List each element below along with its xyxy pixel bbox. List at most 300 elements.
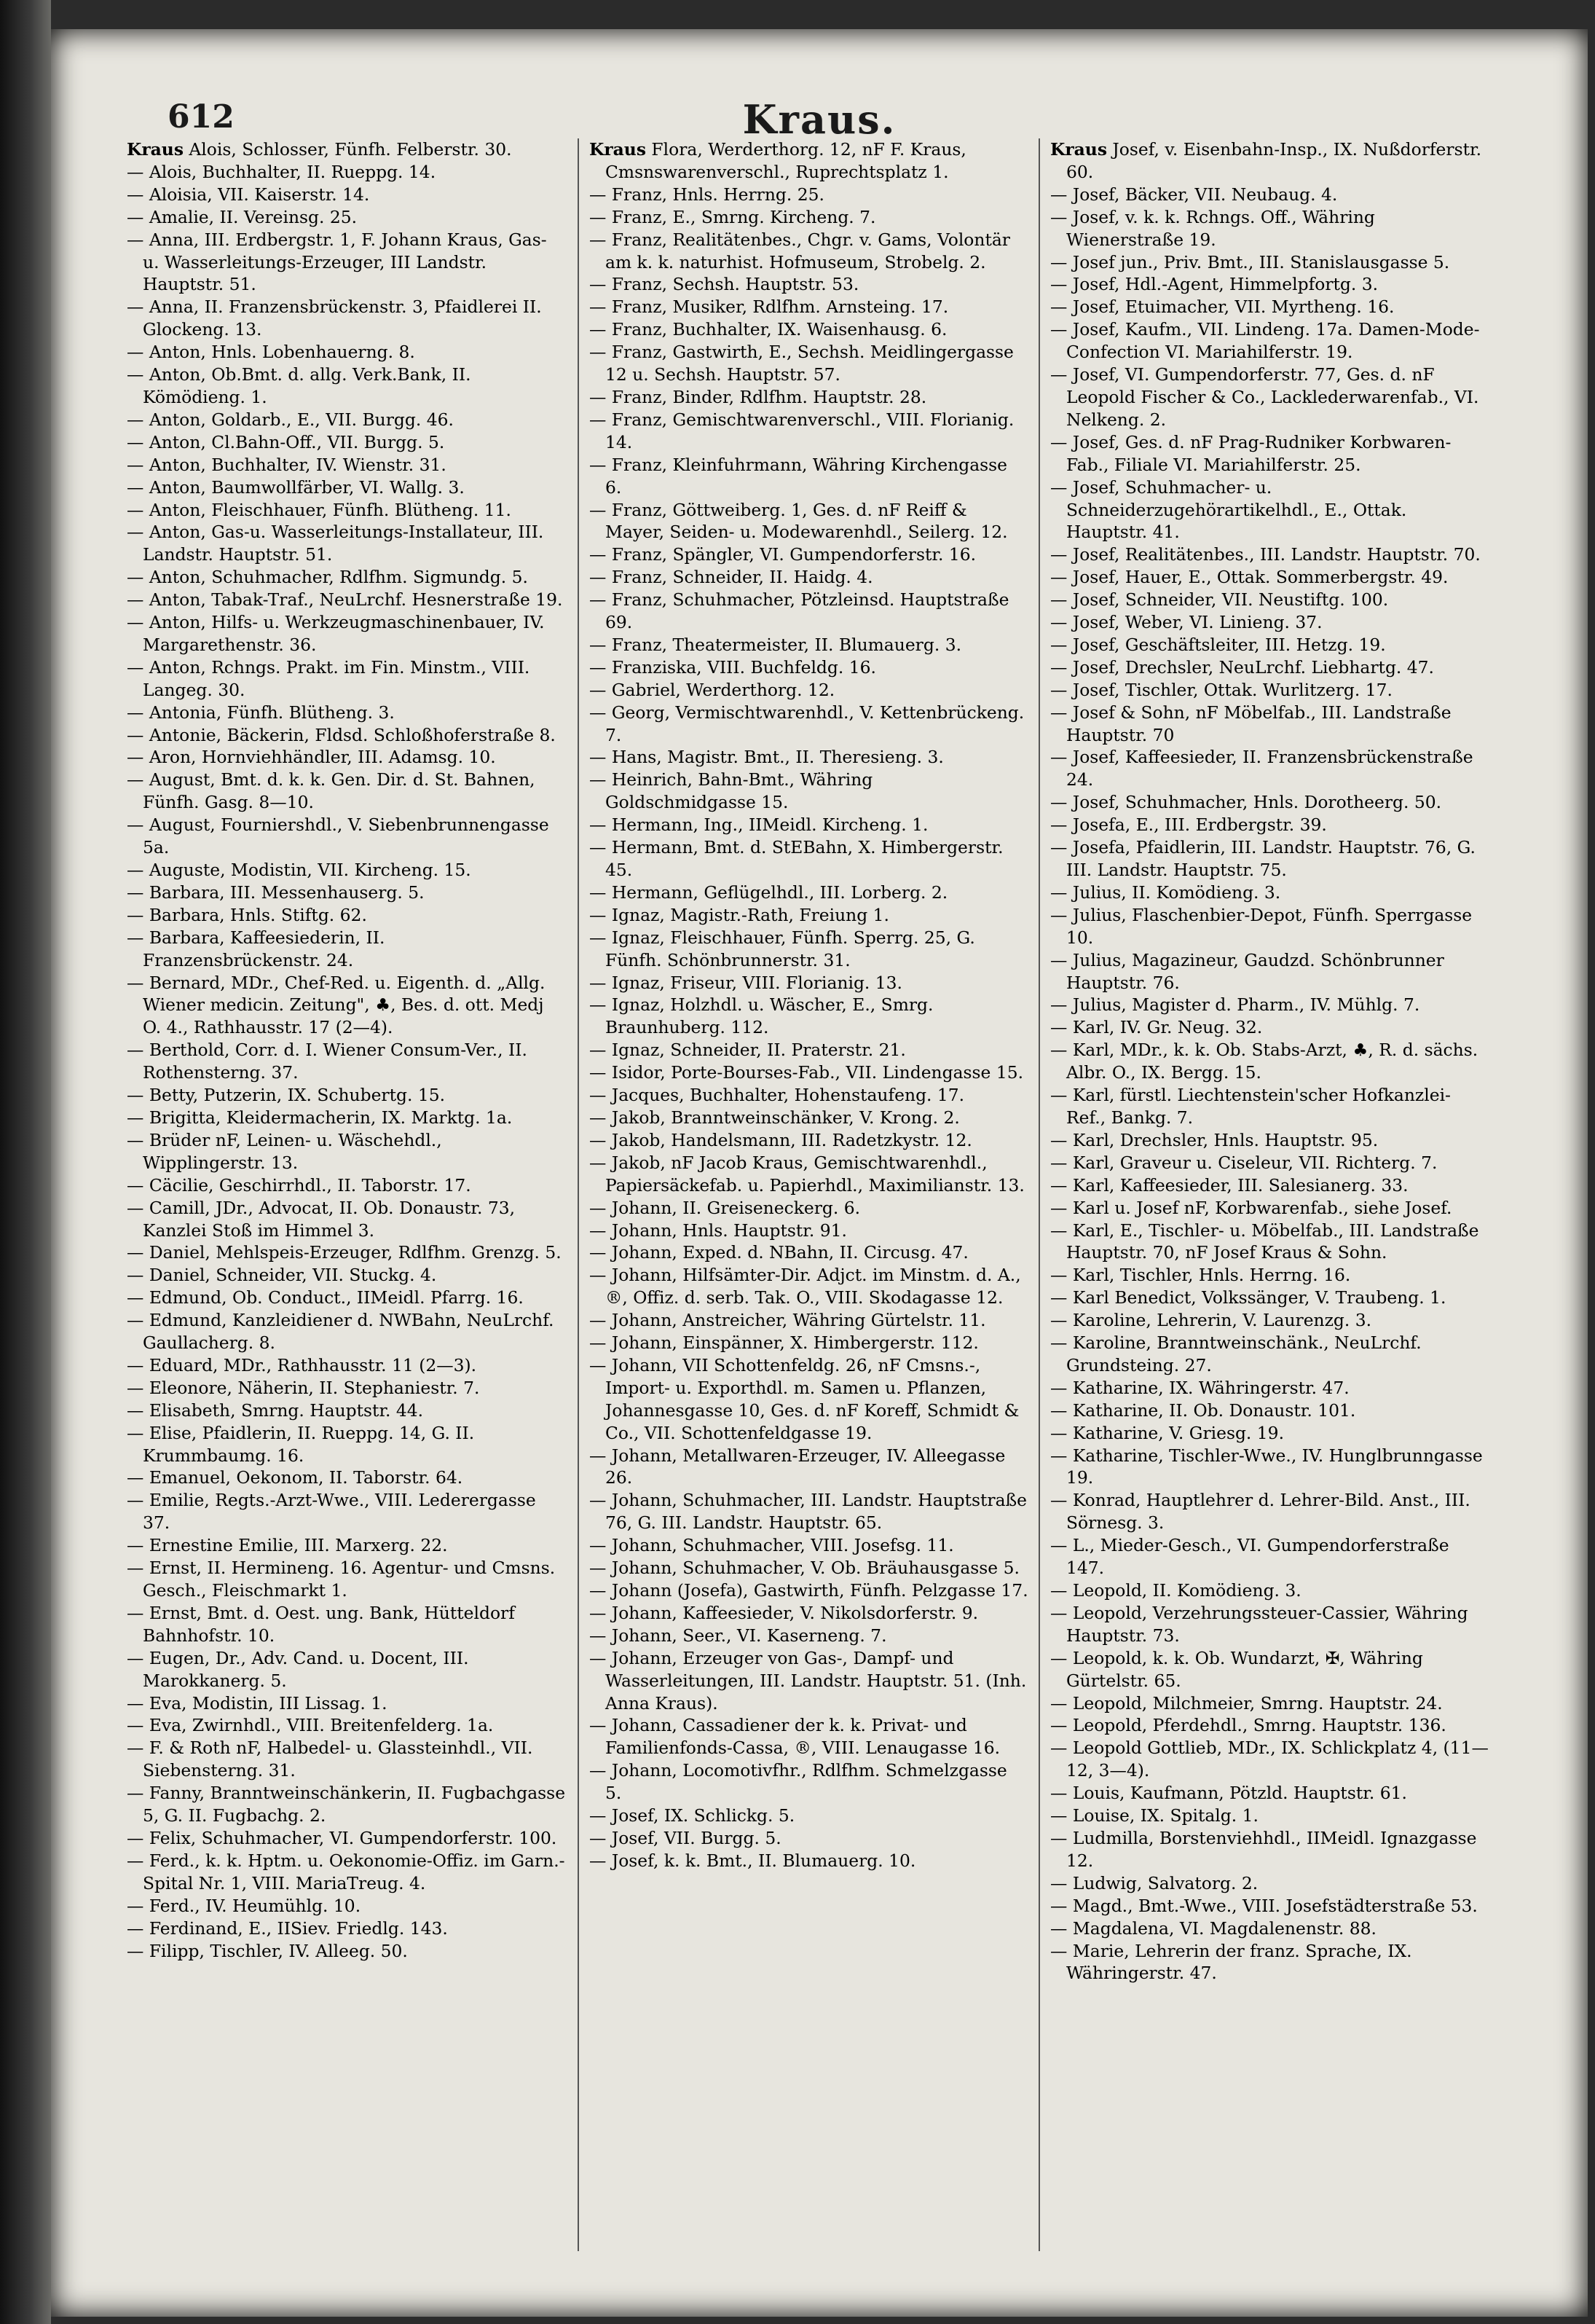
entry-text: — Ignaz, Holzhdl. u. Wäscher, E., Smrg. Braunhuberg. 112. (589, 994, 934, 1038)
entry-text: — Josef, k. k. Bmt., II. Blumauerg. 10. (589, 1850, 916, 1871)
directory-entry (589, 1152, 1028, 1197)
entry-text: — Barbara, Hnls. Stiftg. 62. (127, 904, 367, 925)
directory-entry (127, 341, 567, 364)
directory-entry (127, 972, 567, 1040)
entry-text: — Daniel, Schneider, VII. Stuckg. 4. (127, 1265, 437, 1286)
directory-entry (127, 499, 567, 522)
entry-text: — Leopold, Milchmeier, Smrng. Hauptstr. 24. (1050, 1692, 1443, 1713)
directory-entry (127, 859, 567, 882)
directory-entry (1050, 746, 1489, 791)
directory-entry (127, 1354, 567, 1377)
directory-entry (1050, 318, 1489, 364)
directory-entry (589, 882, 1028, 904)
entry-text: — Johann, Einspänner, X. Himbergerstr. 112. (589, 1332, 979, 1354)
directory-entry (127, 1850, 567, 1895)
entry-text: — Alois, Buchhalter, II. Rueppg. 14. (127, 161, 436, 182)
entry-text: — Josef, Hdl.-Agent, Himmelpfortg. 3. (1050, 274, 1379, 295)
entry-text: — Franz, Göttweiberg. 1, Ges. d. nF Reiff & Mayer, Seiden- u. Modewarenhdl., Seilerg. 12. (589, 499, 1008, 543)
directory-entry (127, 904, 567, 927)
entry-text: — Jakob, Handelsmann, III. Radetzkystr. 12. (589, 1129, 972, 1150)
directory-entry (1050, 1737, 1489, 1782)
entry-text: — Anton, Hilfs- u. Werkzeugmaschinenbauer, IV. Margarethenstr. 36. (127, 612, 545, 655)
entry-text: — Gabriel, Werderthorg. 12. (589, 679, 835, 700)
directory-entry (127, 1557, 567, 1602)
directory-entry (589, 499, 1028, 544)
directory-entry (127, 1714, 567, 1737)
entry-text: — Karl, Drechsler, Hnls. Hauptstr. 95. (1050, 1129, 1379, 1150)
directory-entry (1050, 296, 1489, 318)
directory-entry (1050, 184, 1489, 206)
entry-text: — Bernard, MDr., Chef-Red. u. Eigenth. d. „Allg. Wiener medicin. Zeitung", ♣, Bes. d. ott. Medj O. 4., Rathhausstr. 17 (2—4). (127, 972, 546, 1038)
book-spine (0, 0, 51, 2324)
entry-text: — L., Mieder-Gesch., VI. Gumpendorferstraße 147. (1050, 1535, 1449, 1579)
directory-entry (127, 1782, 567, 1827)
entry-text: — Jacques, Buchhalter, Hohenstaufeng. 17. (589, 1085, 965, 1106)
entry-text: — Karl, MDr., k. k. Ob. Stabs-Arzt, ♣, R. d. sächs. Albr. O., IX. Bergg. 15. (1050, 1040, 1478, 1083)
directory-entry (589, 1489, 1028, 1534)
entry-text: — Edmund, Ob. Conduct., IIMeidl. Pfarrg. 16. (127, 1287, 524, 1308)
directory-entry (1050, 994, 1489, 1016)
directory-entry (589, 184, 1028, 206)
directory-entry (127, 1827, 567, 1850)
directory-entry (127, 882, 567, 904)
directory-entry (1050, 589, 1489, 611)
directory-entry (589, 904, 1028, 927)
entry-text: — Johann, II. Greiseneckerg. 6. (589, 1197, 861, 1218)
directory-entry (1050, 138, 1489, 184)
entry-text: — Johann, Kaffeesieder, V. Nikolsdorferstr. 9. (589, 1602, 979, 1623)
entry-text: — Louise, IX. Spitalg. 1. (1050, 1805, 1259, 1826)
entry-text: — Eduard, MDr., Rathhausstr. 11 (2—3). (127, 1354, 477, 1375)
directory-entry (127, 566, 567, 589)
entry-text: — Karl, IV. Gr. Neug. 32. (1050, 1017, 1263, 1038)
entry-text: — Franz, Musiker, Rdlfhm. Arnsteing. 17. (589, 297, 949, 318)
directory-entry (589, 1805, 1028, 1827)
directory-entry (127, 724, 567, 747)
entry-text: — Josef, Tischler, Ottak. Wurlitzerg. 17. (1050, 679, 1393, 700)
entry-text: — Johann, VII Schottenfeldg. 26, nF Cmsns.-, Import- u. Exporthdl. m. Samen u. Pflanzen, Johannesgasse 10, Ges. d. nF Koreff, Schmidt & Co., VII. Schottenfeldgasse 19. (589, 1354, 1020, 1443)
directory-entry (1050, 566, 1489, 589)
entry-text: — Franz, Kleinfuhrmann, Währing Kirchengasse 6. (589, 454, 1008, 498)
directory-entry (1050, 904, 1489, 949)
directory-entry (589, 927, 1028, 972)
directory-entry (127, 589, 567, 611)
entry-text: — Anton, Gas-u. Wasserleitungs-Installateur, III. Landstr. Hauptstr. 51. (127, 522, 544, 565)
running-title: Kraus. (742, 96, 897, 143)
directory-entry (1050, 611, 1489, 634)
directory-entry (127, 521, 567, 566)
entry-text: — Anna, II. Franzensbrückenstr. 3, Pfaidlerei II. Glockeng. 13. (127, 297, 542, 340)
entry-surname: Kraus (589, 139, 646, 160)
entry-text: — Hermann, Ing., IIMeidl. Kircheng. 1. (589, 814, 929, 836)
directory-entry (1050, 1129, 1489, 1152)
entry-text: — Ludwig, Salvatorg. 2. (1050, 1872, 1259, 1893)
entry-text: — Julius, Flaschenbier-Depot, Fünfh. Sperrgasse 10. (1050, 904, 1473, 948)
directory-entry (589, 1039, 1028, 1061)
entry-text: — Marie, Lehrerin der franz. Sprache, IX. Währingerstr. 47. (1050, 1940, 1412, 1984)
entry-text: — Josef, Schuhmacher, Hnls. Dorotheerg. 50. (1050, 792, 1442, 813)
directory-entry (127, 431, 567, 454)
directory-entry (1050, 1782, 1489, 1805)
entry-text: — Katharine, II. Ob. Donaustr. 101. (1050, 1399, 1356, 1421)
directory-entry (589, 409, 1028, 454)
directory-entry (127, 184, 567, 206)
entry-text: — Anton, Ob.Bmt. d. allg. Verk.Bank, II. Kömödieng. 1. (127, 364, 471, 407)
directory-entry (1050, 1016, 1489, 1039)
entry-text: — Ferd., IV. Heumühlg. 10. (127, 1895, 361, 1916)
entry-text: — Josef, v. k. k. Rchngs. Off., Währing Wienerstraße 19. (1050, 206, 1375, 250)
directory-entry (127, 1039, 567, 1084)
entry-text: — Johann, Anstreicher, Währing Gürtelstr. 11. (589, 1310, 986, 1331)
entry-text: — Josefa, E., III. Erdbergstr. 39. (1050, 814, 1327, 836)
directory-entry (589, 206, 1028, 229)
entry-text: — Cäcilie, Geschirrhdl., II. Taborstr. 17. (127, 1174, 471, 1196)
directory-entry (589, 1220, 1028, 1242)
directory-entry (589, 1534, 1028, 1557)
directory-entry (127, 409, 567, 431)
directory-entry (1050, 1940, 1489, 1985)
directory-entry (589, 972, 1028, 994)
directory-entry (589, 1061, 1028, 1084)
directory-entry (127, 1309, 567, 1354)
directory-entry (1050, 206, 1489, 251)
entry-text: — Karl u. Josef nF, Korbwarenfab., siehe Josef. (1050, 1197, 1452, 1218)
entry-text: — Aloisia, VII. Kaiserstr. 14. (127, 184, 370, 205)
entry-text: — Franz, Realitätenbes., Chgr. v. Gams, Volontär am k. k. naturhist. Hofmuseum, Strobelg. 2. (589, 229, 1010, 272)
entry-text: — Konrad, Hauptlehrer d. Lehrer-Bild. Anst., III. Sörnesg. 3. (1050, 1490, 1470, 1534)
directory-entry (1050, 1917, 1489, 1940)
entry-text: — Ludmilla, Borstenviehhdl., IIMeidl. Ignazgasse 12. (1050, 1827, 1477, 1871)
entry-text: — Franz, Theatermeister, II. Blumauerg. 3. (589, 634, 962, 655)
directory-entry (127, 296, 567, 341)
entry-text: — Franz, Spängler, VI. Gumpendorferstr. 16. (589, 544, 977, 565)
directory-entry (127, 364, 567, 409)
directory-entry (589, 543, 1028, 566)
directory-entry (1050, 882, 1489, 904)
entry-text: — Karoline, Branntweinschänk., NeuLrchf. Grundsteing. 27. (1050, 1332, 1422, 1375)
directory-entry (1050, 836, 1489, 882)
entry-text: — Johann, Cassadiener der k. k. Privat- und Familienfonds-Cassa, ®, VIII. Lenaugasse 16. (589, 1715, 1001, 1759)
entry-text: — Franz, Gastwirth, E., Sechsh. Meidlingergasse 12 u. Sechsh. Hauptstr. 57. (589, 342, 1014, 385)
directory-entry (1050, 1534, 1489, 1579)
entry-text: — Anton, Fleischhauer, Fünfh. Blütheng. 11. (127, 499, 511, 520)
entry-text: — Katharine, Tischler-Wwe., IV. Hunglbrunngasse 19. (1050, 1445, 1483, 1488)
entry-text: — August, Bmt. d. k. k. Gen. Dir. d. St. Bahnen, Fünfh. Gasg. 8—10. (127, 769, 535, 813)
directory-entry (589, 1129, 1028, 1152)
directory-entry (127, 161, 567, 184)
entry-text: — Magd., Bmt.-Wwe., VIII. Josefstädterstraße 53. (1050, 1895, 1478, 1916)
directory-entry (1050, 814, 1489, 836)
directory-entry (1050, 1377, 1489, 1399)
directory-entry (589, 341, 1028, 386)
entry-text: — Emanuel, Oekonom, II. Taborstr. 64. (127, 1467, 463, 1488)
entry-text: — Johann, Hnls. Hauptstr. 91. (589, 1220, 847, 1241)
entry-text: — Franziska, VIII. Buchfeldg. 16. (589, 656, 876, 678)
entry-text: — Leopold, Verzehrungssteuer-Cassier, Währing Hauptstr. 73. (1050, 1602, 1468, 1646)
entry-text: — Johann, Schuhmacher, III. Landstr. Hauptstraße 76, G. III. Landstr. Hauptstr. 65. (589, 1490, 1027, 1534)
entry-text: — Johann, Locomotivfhr., Rdlfhm. Schmelzgasse 5. (589, 1760, 1007, 1804)
entry-text: — Josef, Etuimacher, VII. Myrtheng. 16. (1050, 297, 1395, 318)
entry-text: — Leopold Gottlieb, MDr., IX. Schlickplatz 4, (11—12, 3—4). (1050, 1738, 1489, 1781)
directory-entry (127, 1602, 567, 1647)
directory-entry (127, 1084, 567, 1107)
entry-text: — Franz, Schneider, II. Haidg. 4. (589, 567, 873, 588)
directory-entry (589, 1602, 1028, 1625)
directory-entry (589, 634, 1028, 656)
entry-text: — Barbara, Kaffeesiederin, II. Franzensbrückenstr. 24. (127, 927, 385, 970)
entry-text: — Franz, Hnls. Herrng. 25. (589, 184, 824, 205)
directory-entry (127, 814, 567, 859)
directory-entry (589, 273, 1028, 296)
directory-entry (589, 656, 1028, 679)
entry-text: — Auguste, Modistin, VII. Kircheng. 15. (127, 860, 471, 880)
directory-entry (589, 1647, 1028, 1715)
directory-entry (1050, 1445, 1489, 1490)
entry-text: — Karl, E., Tischler- u. Möbelfab., III. Landstraße Hauptstr. 70, nF Josef Kraus & Sohn. (1050, 1220, 1479, 1263)
entry-text: — Leopold, k. k. Ob. Wundarzt, ✠, Währing Gürtelstr. 65. (1050, 1647, 1423, 1691)
entry-text: Flora, Werderthorg. 12, nF F. Kraus, Cmsnswarenverschl., Ruprechtsplatz 1. (605, 139, 966, 182)
entry-text: — Eva, Zwirnhdl., VIII. Breitenfelderg. 1a. (127, 1715, 494, 1736)
directory-entry (589, 454, 1028, 499)
directory-entry (127, 1129, 567, 1174)
column-2 (578, 138, 1039, 2251)
directory-entry (1050, 1647, 1489, 1692)
entry-text: — Karl Benedict, Volkssänger, V. Traubeng. 1. (1050, 1287, 1446, 1308)
entry-text: — Johann, Hilfsämter-Dir. Adjct. im Minstm. d. A., ®, Offiz. d. serb. Tak. O., VIII. Skodagasse 12. (589, 1265, 1021, 1308)
directory-entry (589, 1354, 1028, 1445)
entry-text: — Josef, Geschäftsleiter, III. Hetzg. 19. (1050, 634, 1386, 655)
directory-entry (127, 611, 567, 656)
entry-text: — Josef, Ges. d. nF Prag-Rudniker Korbwaren-Fab., Filiale VI. Mariahilferstr. 25. (1050, 431, 1452, 475)
entry-text: — Karl, Graveur u. Ciseleur, VII. Richterg. 7. (1050, 1152, 1438, 1173)
entry-text: — Johann, Exped. d. NBahn, II. Circusg. 47. (589, 1242, 969, 1263)
directory-entry (127, 1287, 567, 1309)
entry-text: — Ernst, II. Hermineng. 16. Agentur- und Cmsns. Gesch., Fleischmarkt 1. (127, 1558, 556, 1601)
entry-text: — Louis, Kaufmann, Pötzld. Hauptstr. 61. (1050, 1783, 1407, 1804)
entry-text: — Emilie, Regts.-Arzt-Wwe., VIII. Lederergasse 37. (127, 1490, 536, 1534)
entry-text: — Hermann, Geflügelhdl., III. Lorberg. 2. (589, 882, 948, 903)
entry-text: — Daniel, Mehlspeis-Erzeuger, Rdlfhm. Grenzg. 5. (127, 1242, 562, 1263)
entry-text: — Johann, Erzeuger von Gas-, Dampf- und Wasserleitungen, III. Landstr. Hauptstr. 51. (Inh. Anna Kraus). (589, 1647, 1027, 1713)
entry-text: — Filipp, Tischler, IV. Alleeg. 50. (127, 1940, 408, 1961)
entry-text: — Ignaz, Friseur, VIII. Florianig. 13. (589, 972, 902, 993)
directory-entry (589, 1332, 1028, 1354)
entry-text: — Franz, Gemischtwarenverschl., VIII. Florianig. 14. (589, 409, 1015, 452)
directory-entry (589, 1264, 1028, 1309)
entry-text: — Georg, Vermischtwarenhdl., V. Kettenbrückeng. 7. (589, 702, 1025, 745)
directory-entry (1050, 1489, 1489, 1534)
directory-entry (589, 1084, 1028, 1107)
directory-entry (1050, 1827, 1489, 1872)
directory-entry (1050, 1872, 1489, 1895)
entry-text: — Berthold, Corr. d. I. Wiener Consum-Ver., II. Rothensterng. 37. (127, 1040, 527, 1083)
entry-text: — Julius, II. Komödieng. 3. (1050, 882, 1281, 903)
directory-entry (127, 1399, 567, 1422)
entry-surname: Kraus (127, 139, 184, 160)
directory-columns (117, 138, 1500, 2251)
directory-entry (1050, 949, 1489, 994)
entry-text: — Anton, Cl.Bahn-Off., VII. Burgg. 5. (127, 431, 445, 452)
directory-entry (589, 814, 1028, 836)
directory-entry (127, 1241, 567, 1264)
entry-text: — Ignaz, Magistr.-Rath, Freiung 1. (589, 904, 889, 925)
directory-entry (127, 206, 567, 229)
entry-text: — Heinrich, Bahn-Bmt., Währing Goldschmidgasse 15. (589, 769, 873, 813)
entry-text: — Ferdinand, E., IISiev. Friedlg. 143. (127, 1917, 448, 1939)
entry-text: — Isidor, Porte-Bourses-Fab., VII. Lindengasse 15. (589, 1062, 1024, 1083)
entry-text: — Julius, Magazineur, Gaudzd. Schönbrunner Hauptstr. 76. (1050, 949, 1444, 993)
entry-text: — Josef, Kaffeesieder, II. Franzensbrückenstraße 24. (1050, 747, 1473, 790)
entry-text: — Ferd., k. k. Hptm. u. Oekonomie-Offiz. im Garn.-Spital Nr. 1, VIII. MariaTreug. 4. (127, 1850, 565, 1893)
directory-entry (127, 454, 567, 476)
entry-text: — Ignaz, Fleischhauer, Fünfh. Sperrg. 25, G. Fünfh. Schönbrunnerstr. 31. (589, 927, 975, 970)
entry-text: — Josef, Schuhmacher- u. Schneiderzugehörartikelhdl., E., Ottak. Hauptstr. 41. (1050, 476, 1407, 543)
entry-text: — Johann, Schuhmacher, V. Ob. Bräuhausgasse 5. (589, 1558, 1020, 1579)
directory-entry (127, 927, 567, 972)
entry-text: — Elisabeth, Smrng. Hauptstr. 44. (127, 1399, 424, 1421)
entry-text: — Magdalena, VI. Magdalenenstr. 88. (1050, 1917, 1377, 1939)
entry-text: — Franz, Sechsh. Hauptstr. 53. (589, 274, 859, 295)
directory-entry (1050, 1152, 1489, 1174)
directory-entry (127, 476, 567, 499)
directory-entry (1050, 1399, 1489, 1422)
entry-text: — Brüder nF, Leinen- u. Wäschehdl., Wipplingerstr. 13. (127, 1129, 442, 1173)
entry-text: — Johann, Schuhmacher, VIII. Josefsg. 11. (589, 1535, 954, 1556)
directory-entry (589, 138, 1028, 184)
entry-text: — Josef, Hauer, E., Ottak. Sommerbergstr. 49. (1050, 567, 1449, 588)
directory-entry (589, 1197, 1028, 1220)
directory-entry (127, 1647, 567, 1692)
directory-entry (1050, 634, 1489, 656)
entry-text: — Hans, Magistr. Bmt., II. Theresieng. 3. (589, 747, 944, 768)
entry-text: — Franz, E., Smrng. Kircheng. 7. (589, 206, 876, 227)
directory-entry (1050, 1309, 1489, 1332)
entry-text: — Edmund, Kanzleidiener d. NWBahn, NeuLrchf. Gaullacherg. 8. (127, 1310, 554, 1354)
entry-text: — Anton, Tabak-Traf., NeuLrchf. Hesnerstraße 19. (127, 589, 563, 611)
directory-entry (1050, 1579, 1489, 1602)
directory-entry (1050, 702, 1489, 747)
page-number: 612 (168, 98, 235, 136)
directory-entry (1050, 1602, 1489, 1647)
entry-text: — Antonia, Fünfh. Blütheng. 3. (127, 702, 395, 723)
directory-entry (589, 1714, 1028, 1759)
directory-entry (127, 702, 567, 724)
entry-surname: Kraus (1050, 139, 1107, 160)
directory-entry (1050, 791, 1489, 814)
entry-text: — Aron, Hornviehhändler, III. Adamsg. 10. (127, 747, 496, 768)
column-1 (117, 138, 578, 2251)
directory-entry (589, 769, 1028, 814)
directory-entry (1050, 476, 1489, 544)
entry-text: — Franz, Schuhmacher, Pötzleinsd. Hauptstraße 69. (589, 589, 1009, 633)
entry-text: — Karoline, Lehrerin, V. Laurenzg. 3. (1050, 1310, 1372, 1331)
directory-entry (589, 1241, 1028, 1264)
directory-entry (127, 1107, 567, 1129)
entry-text: — Karl, Tischler, Hnls. Herrng. 16. (1050, 1265, 1351, 1286)
directory-entry (1050, 1197, 1489, 1220)
entry-text: — Josef jun., Priv. Bmt., III. Stanislausgasse 5. (1050, 251, 1450, 272)
entry-text: — Katharine, V. Griesg. 19. (1050, 1422, 1285, 1443)
directory-entry (589, 679, 1028, 702)
directory-entry (589, 1579, 1028, 1602)
directory-entry (589, 1625, 1028, 1647)
entry-text: — Elise, Pfaidlerin, II. Rueppg. 14, G. II. Krummbaumg. 16. (127, 1422, 475, 1466)
directory-entry (127, 1197, 567, 1242)
directory-entry (589, 1827, 1028, 1850)
directory-entry (1050, 1287, 1489, 1309)
directory-entry (589, 746, 1028, 769)
directory-entry (1050, 1220, 1489, 1265)
entry-text: — Ernestine Emilie, III. Marxerg. 22. (127, 1535, 448, 1556)
entry-text: — Josef, VII. Burgg. 5. (589, 1827, 781, 1848)
directory-entry (127, 1174, 567, 1197)
directory-entry (127, 1264, 567, 1287)
directory-entry (589, 1309, 1028, 1332)
directory-entry (589, 1107, 1028, 1129)
directory-entry (1050, 1422, 1489, 1445)
entry-text: — Anton, Schuhmacher, Rdlfhm. Sigmundg. 5. (127, 567, 528, 588)
entry-text: — Katharine, IX. Währingerstr. 47. (1050, 1377, 1350, 1398)
entry-text: — Franz, Binder, Rdlfhm. Hauptstr. 28. (589, 386, 927, 407)
entry-text: — Karl, Kaffeesieder, III. Salesianerg. 33. (1050, 1174, 1409, 1196)
directory-entry (1050, 1692, 1489, 1715)
directory-entry (589, 1445, 1028, 1490)
entry-text: — Josef & Sohn, nF Möbelfab., III. Landstraße Hauptstr. 70 (1050, 702, 1452, 745)
entry-text: — Leopold, II. Komödieng. 3. (1050, 1580, 1301, 1601)
entry-text: — Felix, Schuhmacher, VI. Gumpendorferstr. 100. (127, 1827, 557, 1848)
directory-entry (1050, 1264, 1489, 1287)
directory-entry (589, 566, 1028, 589)
entry-text: — August, Fourniershdl., V. Siebenbrunnengasse 5a. (127, 814, 549, 858)
entry-text: — Anna, III. Erdbergstr. 1, F. Johann Kraus, Gas- u. Wasserleitungs-Erzeuger, III Landstr. Hauptstr. 51. (127, 229, 547, 295)
directory-entry (1050, 1714, 1489, 1737)
entry-text: — Brigitta, Kleidermacherin, IX. Marktg. 1a. (127, 1107, 513, 1128)
directory-entry (1050, 1895, 1489, 1917)
entry-text: — Barbara, III. Messenhauserg. 5. (127, 882, 425, 903)
directory-entry (1050, 1174, 1489, 1197)
directory-entry (1050, 364, 1489, 431)
directory-entry (127, 746, 567, 769)
directory-entry (127, 1895, 567, 1917)
directory-entry (127, 1940, 567, 1963)
directory-entry (589, 1850, 1028, 1872)
directory-entry (1050, 1332, 1489, 1377)
entry-text: — Anton, Baumwollfärber, VI. Wallg. 3. (127, 476, 465, 498)
directory-entry (127, 229, 567, 297)
directory-entry (589, 702, 1028, 747)
entry-text: — Josef, Drechsler, NeuLrchf. Liebhartg. 47. (1050, 656, 1434, 678)
directory-entry (127, 1917, 567, 1940)
entry-text: — Anton, Rchngs. Prakt. im Fin. Minstm., VIII. Langeg. 30. (127, 656, 530, 700)
directory-entry (1050, 543, 1489, 566)
directory-entry (589, 296, 1028, 318)
directory-entry (1050, 1084, 1489, 1129)
entry-text: — Johann, Metallwaren-Erzeuger, IV. Alleegasse 26. (589, 1445, 1006, 1488)
entry-text: — Josef, Kaufm., VII. Lindeng. 17a. Damen-Mode-Confection VI. Mariahilferstr. 19. (1050, 319, 1480, 363)
directory-entry (1050, 679, 1489, 702)
entry-text: — Anton, Goldarb., E., VII. Burgg. 46. (127, 409, 454, 430)
entry-text: Josef, v. Eisenbahn-Insp., IX. Nußdorferstr. 60. (1066, 139, 1482, 182)
directory-entry (127, 1489, 567, 1534)
entry-text: — Amalie, II. Vereinsg. 25. (127, 206, 358, 227)
directory-entry (127, 656, 567, 702)
entry-text: — Anton, Buchhalter, IV. Wienstr. 31. (127, 454, 446, 475)
entry-text: — Eugen, Dr., Adv. Cand. u. Docent, III. Marokkanerg. 5. (127, 1647, 469, 1691)
entry-text: Alois, Schlosser, Fünfh. Felberstr. 30. (183, 139, 512, 160)
directory-entry (589, 386, 1028, 409)
directory-entry (127, 1692, 567, 1715)
entry-text: — Eva, Modistin, III Lissag. 1. (127, 1692, 387, 1713)
